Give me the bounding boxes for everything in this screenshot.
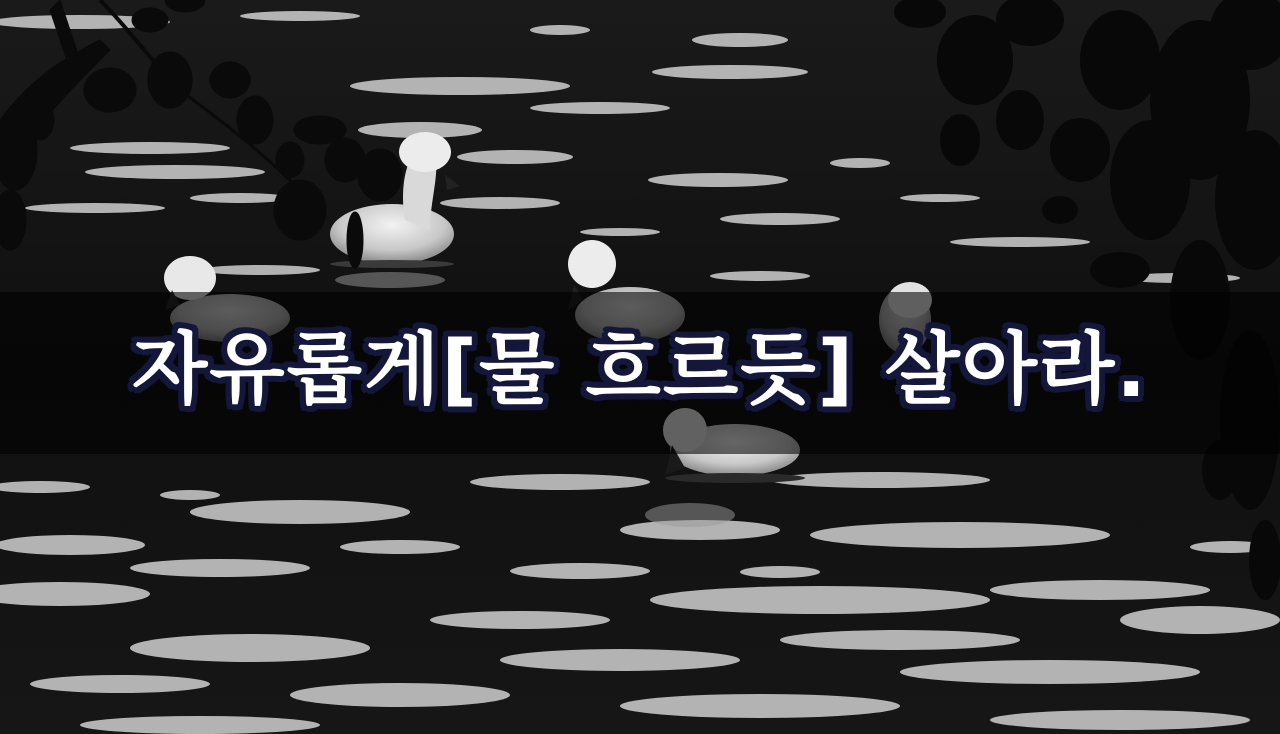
banner-title: 자유롭게[물 흐르듯] 살아라. (131, 325, 1149, 415)
title-banner (0, 292, 1280, 454)
